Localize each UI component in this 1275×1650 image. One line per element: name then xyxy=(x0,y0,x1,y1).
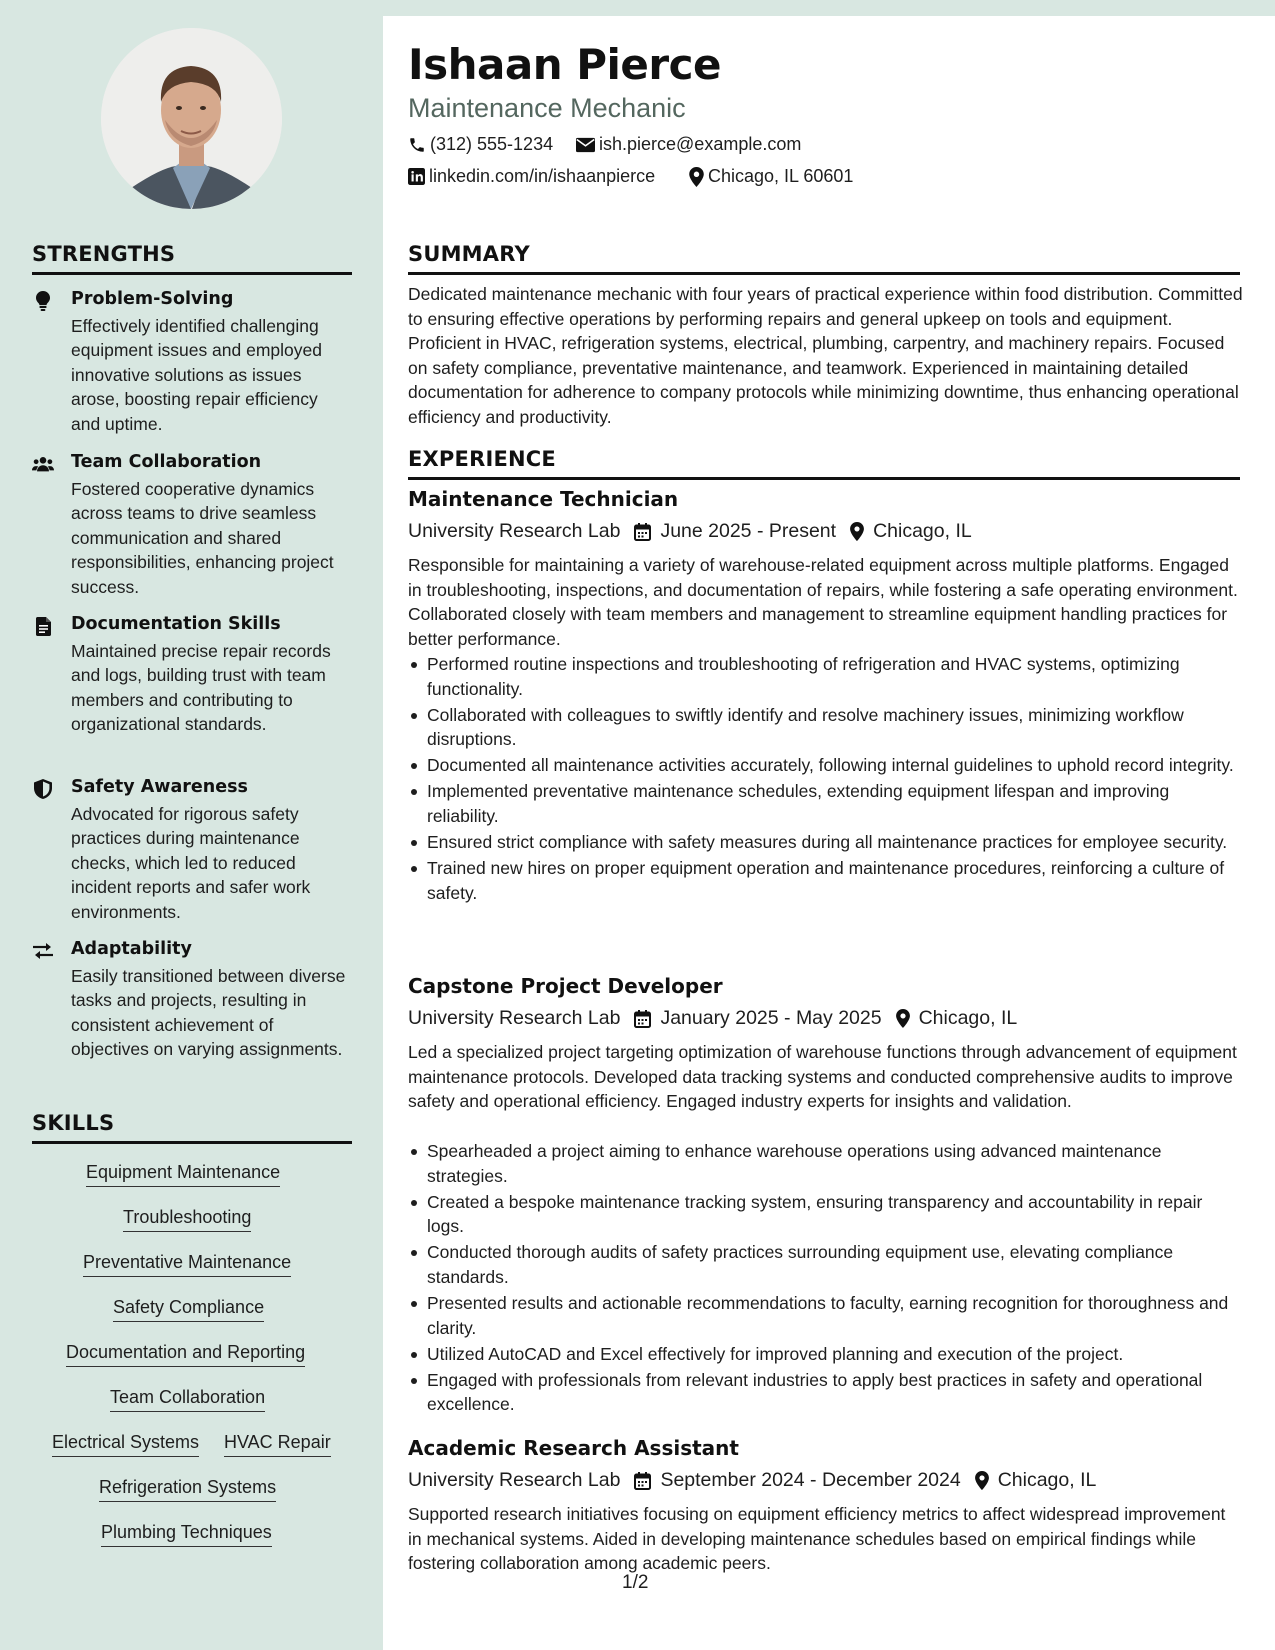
skill-tag: Preventative Maintenance xyxy=(83,1251,291,1277)
linkedin-icon xyxy=(408,168,425,185)
email-text[interactable]: ish.pierce@example.com xyxy=(599,134,802,154)
skills-heading: SKILLS xyxy=(32,1111,115,1135)
list-item: Collaborated with colleagues to swiftly identify and resolve machinery issues, minimizing workflow disruptions. xyxy=(408,703,1243,752)
skills-rule xyxy=(32,1141,352,1144)
list-item: Spearheaded a project aiming to enhance warehouse operations using advanced maintenance strategies. xyxy=(408,1139,1243,1188)
list-item: Presented results and actionable recommendations to faculty, earning recognition for thoroughness and clarity. xyxy=(408,1291,1243,1340)
strength-title: Problem-Solving xyxy=(71,289,234,309)
experience-heading: EXPERIENCE xyxy=(408,447,556,471)
strength-title: Safety Awareness xyxy=(71,777,248,797)
linkedin-text[interactable]: linkedin.com/in/ishaanpierce xyxy=(429,166,656,186)
job-location: Chicago, IL xyxy=(997,1469,1097,1491)
lightbulb-icon xyxy=(32,291,54,311)
strength-text: Advocated for rigorous safety practices during maintenance checks, which led to reduced incident reports and safer work environments. xyxy=(71,804,311,922)
strength-title: Adaptability xyxy=(71,939,192,959)
job-meta xyxy=(408,520,972,543)
job-description: Supported research initiatives focusing on equipment efficiency metrics to affect widespread improvement in mechanical systems. Aided in developing maintenance schedules based on empirical findings while fostering collaboration among academic peers. xyxy=(408,1504,1226,1574)
list-item: Trained new hires on proper equipment operation and maintenance procedures, reinforcing a culture of safety. xyxy=(408,856,1243,905)
job-org: University Research Lab xyxy=(408,1007,621,1029)
strength-text: Effectively identified challenging equipment issues and employed innovative solutions as issues arose, boosting repair efficiency and uptime. xyxy=(71,316,322,434)
summary-heading: SUMMARY xyxy=(408,242,530,266)
map-pin-icon xyxy=(896,1009,910,1028)
job-org: University Research Lab xyxy=(408,1469,621,1491)
job-title: Maintenance Technician xyxy=(408,487,679,511)
contact-email[interactable] xyxy=(576,134,801,155)
skill-tag: Refrigeration Systems xyxy=(99,1476,276,1502)
calendar-icon xyxy=(634,1472,651,1490)
list-item: Performed routine inspections and troubleshooting of refrigeration and HVAC systems, optimizing functionality. xyxy=(408,652,1243,701)
skill-tag: Electrical Systems xyxy=(52,1431,199,1457)
document-icon xyxy=(32,616,54,636)
strengths-rule xyxy=(32,272,352,275)
job-title: Capstone Project Developer xyxy=(408,974,723,998)
contact-location xyxy=(689,166,853,187)
job-dates: September 2024 - December 2024 xyxy=(660,1469,961,1491)
strength-text: Easily transitioned between diverse tasks and projects, resulting in consistent achievement of objectives on varying assignments. xyxy=(71,966,346,1060)
location-text: Chicago, IL 60601 xyxy=(708,166,854,186)
job-description: Responsible for maintaining a variety of warehouse-related equipment across multiple platforms. Engaged in troubleshooting, inspections, and documentation of repairs, while fostering a safe operating environment. Collaborated closely with team members and management to streamline equipment handling practices for better performance. xyxy=(408,555,1238,649)
list-item: Created a bespoke maintenance tracking system, ensuring transparency and accountability in repair logs. xyxy=(408,1190,1243,1239)
job-location: Chicago, IL xyxy=(873,520,972,542)
job-dates: June 2025 - Present xyxy=(660,520,837,542)
strength-title: Team Collaboration xyxy=(71,452,262,472)
strength-title: Documentation Skills xyxy=(71,614,281,634)
arrows-exchange-icon xyxy=(32,941,54,961)
skill-tag: Plumbing Techniques xyxy=(101,1521,272,1547)
contact-phone xyxy=(408,134,553,155)
shield-icon xyxy=(32,779,54,799)
phone-text: (312) 555-1234 xyxy=(430,134,554,154)
phone-icon xyxy=(408,136,426,154)
skill-tag: Team Collaboration xyxy=(110,1386,265,1412)
map-pin-icon xyxy=(850,522,864,541)
list-item: Engaged with professionals from relevant industries to apply best practices in safety and operational excellence. xyxy=(408,1368,1243,1417)
calendar-icon xyxy=(634,1010,651,1028)
job-description: Led a specialized project targeting optimization of warehouse functions through advancement of equipment maintenance protocols. Developed data tracking systems and conducted comprehensive audits to improve safety and operational efficiency. Engaged industry experts for insights and validation. xyxy=(408,1042,1237,1112)
list-item: Conducted thorough audits of safety practices surrounding equipment use, elevating compliance standards. xyxy=(408,1240,1243,1289)
job-location: Chicago, IL xyxy=(918,1007,1018,1029)
profile-photo xyxy=(101,28,282,209)
envelope-icon xyxy=(576,137,595,153)
candidate-name: Ishaan Pierce xyxy=(408,40,721,89)
list-item: Documented all maintenance activities accurately, following internal guidelines to uphold record integrity. xyxy=(408,753,1243,778)
experience-rule xyxy=(408,477,1240,480)
map-pin-icon xyxy=(689,167,704,187)
calendar-icon xyxy=(634,523,651,541)
skill-tag: Documentation and Reporting xyxy=(66,1341,305,1367)
page-number: 1/2 xyxy=(622,1572,649,1593)
job-org: University Research Lab xyxy=(408,520,621,542)
job-meta xyxy=(408,1007,1017,1030)
summary-rule xyxy=(408,272,1240,275)
list-item: Utilized AutoCAD and Excel effectively for improved planning and execution of the project. xyxy=(408,1342,1243,1367)
list-item: Implemented preventative maintenance schedules, extending equipment lifespan and improving reliability. xyxy=(408,779,1243,828)
job-bullets xyxy=(408,1139,1243,1419)
strengths-heading: STRENGTHS xyxy=(32,242,176,266)
job-title: Academic Research Assistant xyxy=(408,1436,739,1460)
skill-tag: Equipment Maintenance xyxy=(86,1161,280,1187)
candidate-title: Maintenance Mechanic xyxy=(408,93,686,123)
map-pin-icon xyxy=(975,1471,989,1490)
skill-tag: Troubleshooting xyxy=(123,1206,251,1232)
strength-text: Fostered cooperative dynamics across teams to drive seamless communication and shared responsibilities, enhancing project success. xyxy=(71,479,334,597)
summary-text: Dedicated maintenance mechanic with four years of practical experience within food distribution. Committed to ensuring effective operations by performing repairs and general upkeep on tools and equipment. Proficient in HVAC, refrigeration systems, electrical, plumbing, carpentry, and machinery repairs. Focused on safety compliance, preventative maintenance, and teamwork. Experienced in maintaining detailed documentation for adherence to company protocols while minimizing downtime, thus enhancing operational efficiency and productivity. xyxy=(408,284,1243,427)
skill-tag: HVAC Repair xyxy=(224,1431,331,1457)
team-icon xyxy=(32,454,54,474)
list-item: Ensured strict compliance with safety measures during all maintenance practices for employee security. xyxy=(408,830,1243,855)
job-meta xyxy=(408,1469,1096,1492)
strength-text: Maintained precise repair records and logs, building trust with team members and contributing to organizational standards. xyxy=(71,641,331,735)
job-bullets xyxy=(408,652,1243,907)
skill-tag: Safety Compliance xyxy=(113,1296,264,1322)
job-dates: January 2025 - May 2025 xyxy=(660,1007,882,1029)
contact-linkedin[interactable] xyxy=(408,166,655,187)
